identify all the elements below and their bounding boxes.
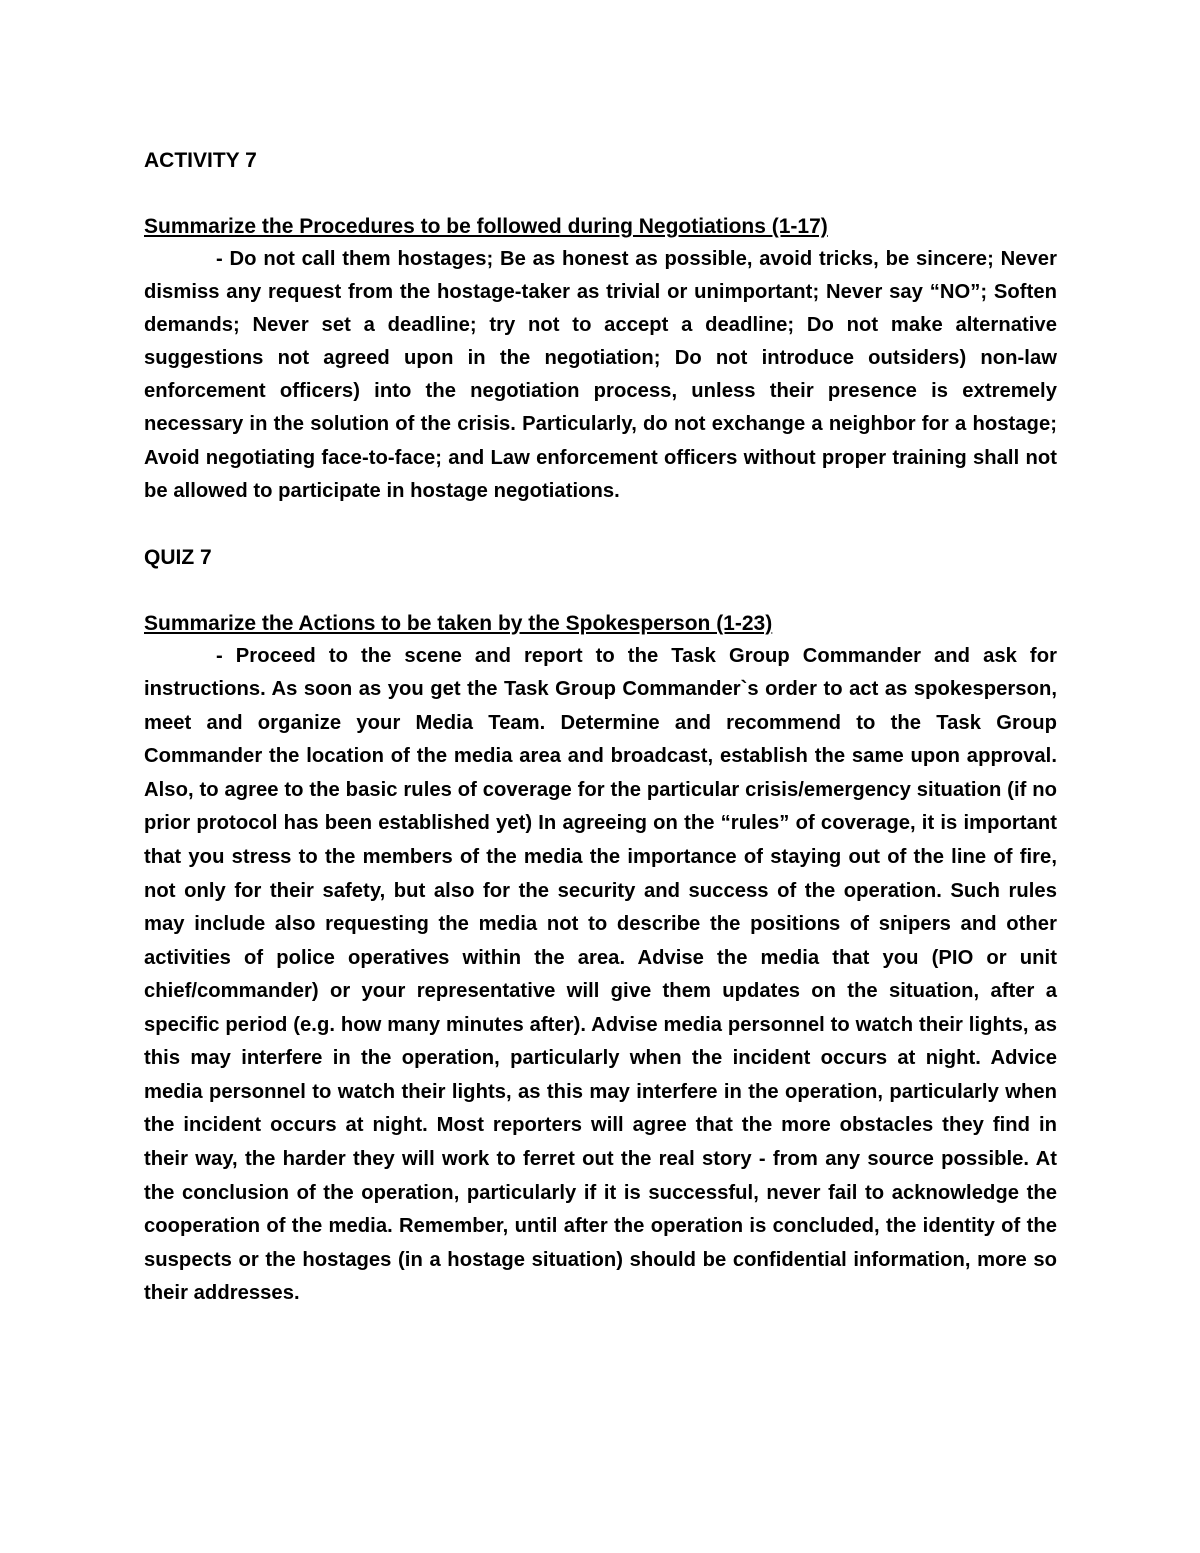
activity-title: Summarize the Procedures to be followed during Negotiations (1-17) [144, 215, 828, 238]
document-body [144, 144, 1057, 1311]
spacer [144, 574, 1057, 607]
activity-heading: ACTIVITY 7 [144, 149, 257, 172]
spacer [144, 177, 1057, 210]
activity-paragraph: - Do not call them hostages; Be as honest as possible, avoid tricks, be sincere; Never dismiss any request from the hostage-taker as trivial or unimportant; Never say “NO”; Soften demands; Never set a deadline; try not to accept a deadline; Do not make alternative suggestions not agreed upon in the negotiation; Do not introduce outsiders) non-law enforcement officers) into the negotiation process, unless their presence is extremely necessary in the solution of the crisis. Particularly, do not exchange a neighbor for a hostage; Avoid negotiating face-to-face; and Law enforcement officers without proper training shall not be allowed to participate in hostage negotiations. [144, 248, 1057, 502]
quiz-title: Summarize the Actions to be taken by the Spokesperson (1-23) [144, 611, 773, 635]
quiz-heading: QUIZ 7 [144, 545, 212, 569]
quiz-paragraph: - Proceed to the scene and report to the Task Group Commander and ask for instructions. As soon as you get the Task Group Commander`s order to act as spokesperson, meet and organize your Media Team. Determine and recommend to the Task Group Commander the location of the media area and broadcast, establish the same upon approval. Also, to agree to the basic rules of coverage for the particular crisis/emergency situation (if no prior protocol has been established yet) In agreeing on the “rules” of coverage, it is important that you stress to the members of the media the importance of staying out of the line of fire, not only for their safety, but also for the security and success of the operation. Such rules may include also requesting the media not to describe the positions of snipers and other activities of police operatives within the area. Advise the media that you (PIO or unit chief/commander) or your representative will give them updates on the situation, after a specific period (e.g. how many minutes after). Advise media personnel to watch their lights, as this may interfere in the operation, particularly when the incident occurs at night. Advice media personnel to watch their lights, as this may interfere in the operation, particularly when the incident occurs at night. Most reporters will agree that the more obstacles they find in their way, the harder they will work to ferret out the real story - from any source possible. At the conclusion of the operation, particularly if it is successful, never fail to acknowledge the cooperation of the media. Remember, until after the operation is concluded, the identity of the suspects or the hostages (in a hostage situation) should be confidential information, more so their addresses. [144, 644, 1057, 1305]
spacer [144, 508, 1057, 541]
